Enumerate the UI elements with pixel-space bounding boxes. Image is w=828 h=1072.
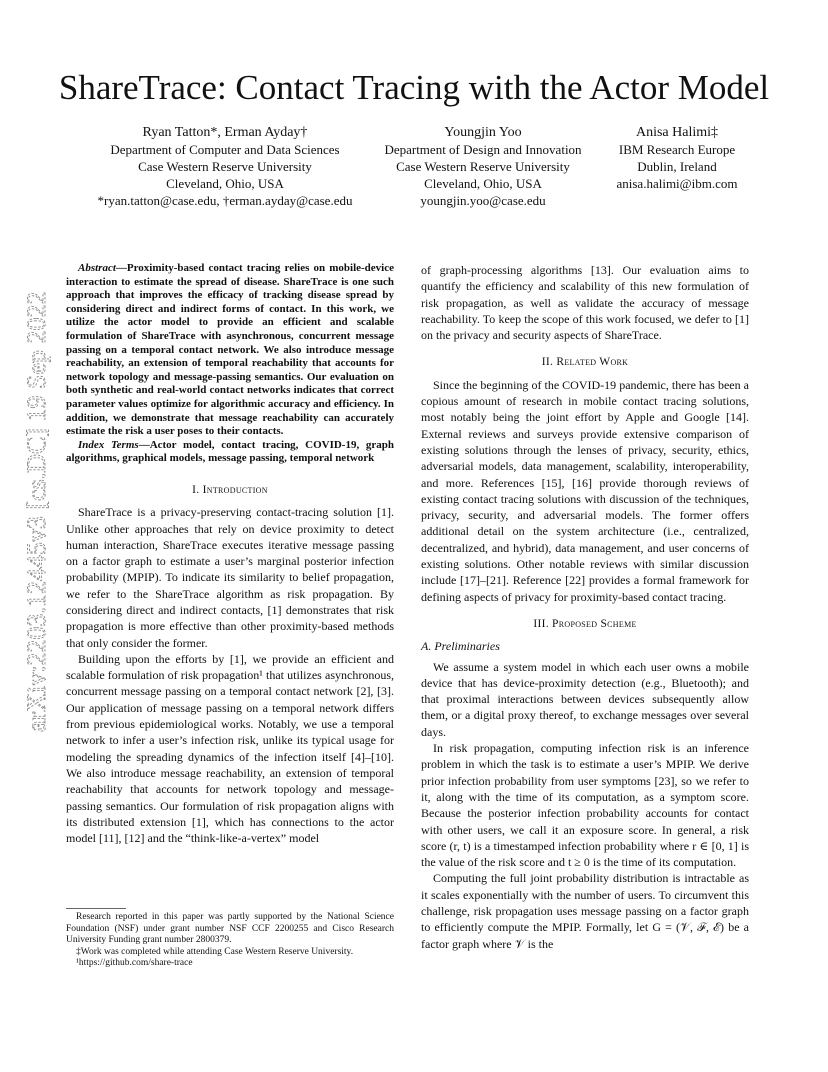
abstract-text: —Proximity-based contact tracing relies on mobile-device interaction to estimate the spread of disease. ShareTrace is one such approach that improves the efficacy of tracking disease spread by considering direct and indirect forms of contact. In this work, we utilize the actor model to provide an efficient and scalable formulation of ShareTrace with asynchronous, concurrent message passing on a temporal contact network. We also introduce message reachability, an extension of temporal reachability that accounts for network topology and message-passing semantics. Our evaluation on both synthetic and real-world contact networks indicates that correct parameter values optimize for algorithmic accuracy and efficiency. In addition, we demonstrate that message reachability can accurately estimate the risk a user poses to their contacts. [66, 262, 394, 438]
author-block-3 [600, 124, 754, 192]
preliminaries-paragraph-3: Computing the full joint probability distribution is intractable as it scales exponentially with the number of users. To circumvent this challenge, risk propagation uses message passing on a factor graph to efficiently compute the MPIP. Formally, let G = (𝒱, ℱ, ℰ) be a factor graph where 𝒱 is the [421, 871, 749, 951]
index-terms-text: —Actor model, contact tracing, COVID-19, graph algorithms, graphical models, message passing, temporal network [66, 438, 395, 465]
intro-paragraph-2: Building upon the efforts by [1], we provide an efficient and scalable formulation of risk propagation¹ that utilizes asynchronous, concurrent message passing on a temporal contact network [2], [3]. Our application of message passing on a temporal network differs from previous epidemiological works. Notably, we use a temporal network to infer a user’s infection risk, unlike its typical usage for modeling the spreading dynamics of the infection itself [4]–[10]. We also introduce message reachability, an extension of temporal reachability that accounts for network topology and message-passing semantics. Our formulation of risk propagation aligns with its distributed extension [1], which has connections to the actor model [11], [12] and the “think-like-a-vertex” model [66, 651, 394, 846]
author-email: *ryan.tatton@case.edu, †erman.ayday@case.edu [97, 193, 353, 208]
index-terms [66, 439, 394, 466]
related-work-paragraph: Since the beginning of the COVID-19 pandemic, there has been a copious amount of research in mobile contact tracing solutions, most notably being the joint effort by Apple and Google [14]. External reviews and surveys provide extensive comparison of existing solutions through the lenses of privacy, security, ethics, adversarial models, data management, scalability, interoperability, and more. References [15], [16] provide thorough reviews of existing contact tracing solutions with discussion of the techniques, privacy, security, and adversarial models. The former offers additional detail on the system architecture (i.e., centralized, decentralized, and hybrid), data management, and user concerns of existing solutions. Other notable reviews with similar discussion include [17]–[21]. Reference [22] provides a formal framework for defining aspects of privacy for proximity-based contact tracing. [421, 377, 749, 604]
author-name: Ryan Tatton*, Erman Ayday† [142, 125, 308, 140]
preliminaries-paragraph-1: We assume a system model in which each user owns a mobile device that has device-proximity detection (e.g., Bluetooth); and that proximal interactions between devices subsequently allow them, or a digital proxy thereof, to exchange messages over several days. [421, 659, 749, 739]
arxiv-stamp [14, 258, 52, 736]
right-column [421, 262, 749, 952]
author-location: Cleveland, Ohio, USA [166, 176, 284, 191]
left-column [66, 262, 394, 846]
intro-paragraph-1: ShareTrace is a privacy-preserving contact-tracing solution [1]. Unlike other approaches that rely on device proximity to detect human interaction, ShareTrace executes iterative message passing on a factor graph to estimate a user’s marginal posterior infection probability (MPIP). To indicate its similarity to belief propagation, we refer to the ShareTrace algorithm as risk propagation. By considering direct and indirect contacts, [1] demonstrates that risk propagation is more effective than other proximity-based methods that only consider the former. [66, 505, 394, 650]
footnote-1: ¹https://github.com/share-trace [76, 958, 193, 968]
abstract [66, 262, 394, 439]
author-location: Dublin, Ireland [637, 159, 717, 174]
subsection-heading-preliminaries: A. Preliminaries [421, 639, 500, 654]
author-name: Anisa Halimi‡ [635, 125, 719, 140]
footnote-dagger: ‡Work was completed while attending Case Western Reserve University. [76, 946, 354, 957]
author-affiliation: Case Western Reserve University [396, 159, 570, 174]
author-affiliation: Case Western Reserve University [138, 159, 312, 174]
author-affiliation: Department of Design and Innovation [384, 142, 582, 157]
preliminaries-paragraph-2: In risk propagation, computing infection risk is an inference problem in which the task is to estimate a user’s MPIP. We derive prior infection probability from user symptoms [23], so we refer to it, along with the time of its computation, as a symptom score. Because the posterior infection probability accounts for contact with other users, we call it an exposure score. In general, a risk score (r, t) is a timestamped infection probability where r ∈ [0, 1] is the value of the risk score and t ≥ 0 is the time of its computation. [421, 741, 749, 870]
footnotes [66, 908, 394, 970]
paper-title: ShareTrace: Contact Tracing with the Actor Model [58, 68, 770, 107]
author-location: Cleveland, Ohio, USA [424, 176, 542, 191]
index-terms-label: Index Terms [78, 438, 139, 451]
intro-paragraph-continued: of graph-processing algorithms [13]. Our evaluation aims to quantify the efficiency and scalability of this new formulation of risk propagation, as well as validate the accuracy of message reachability. To keep the scope of this work focused, we defer to [1] on the privacy and security aspects of ShareTrace. [421, 263, 749, 343]
arxiv-stamp-text: arXiv:2203.12445v3 [cs.DC] 19 Sep 2022 [22, 291, 51, 732]
author-email: anisa.halimi@ibm.com [616, 176, 738, 191]
author-affiliation: IBM Research Europe [618, 142, 736, 157]
author-block-2 [370, 124, 596, 209]
footnote-rule [66, 908, 126, 909]
author-name: Youngjin Yoo [444, 125, 522, 140]
author-affiliation: Department of Computer and Data Sciences [110, 142, 340, 157]
section-heading-related-work: II. Related Work [541, 356, 629, 369]
section-heading-introduction: I. Introduction [192, 483, 268, 496]
author-email: youngjin.yoo@case.edu [420, 193, 546, 208]
footnote-funding: Research reported in this paper was partly supported by the National Science Foundation (NSF) under grant number NSF CCF 2200255 and Cisco Research University Funding grant number 2800379. [66, 912, 394, 945]
abstract-label: Abstract [78, 262, 116, 274]
author-block-1 [80, 124, 370, 209]
section-heading-proposed-scheme: III. Proposed Scheme [533, 617, 637, 630]
